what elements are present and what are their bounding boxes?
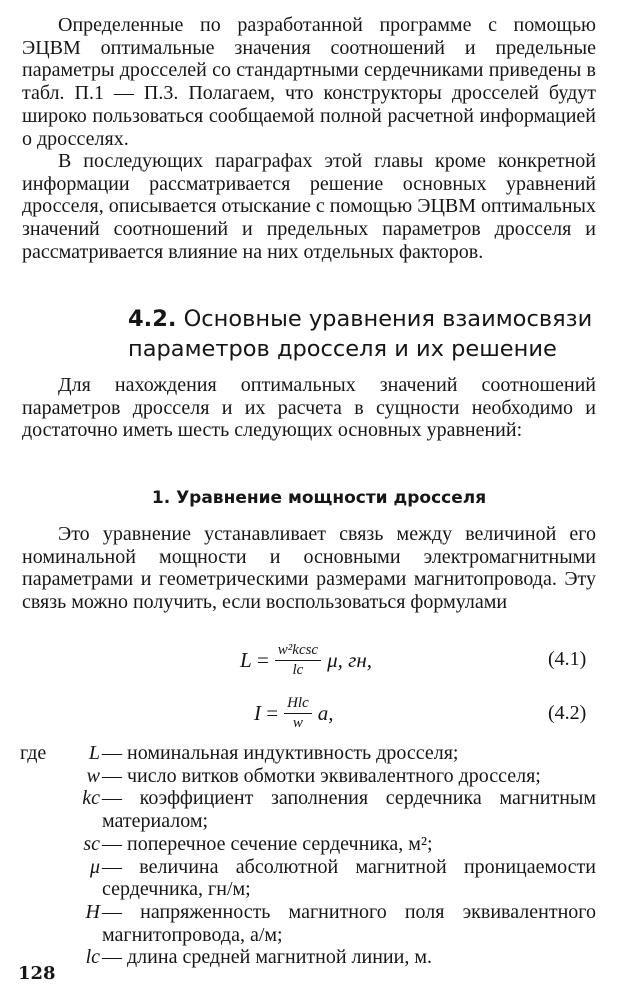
definition-text: — номинальная индуктивность дросселя; bbox=[102, 742, 459, 764]
definition-symbol: kc bbox=[82, 787, 100, 810]
definition-symbol: sc bbox=[83, 832, 100, 855]
fraction-denominator: w bbox=[292, 714, 303, 731]
definition-text: — величина абсолютной магнитной проницаемости сердечника, гн/м; bbox=[102, 855, 596, 901]
fraction bbox=[284, 695, 312, 732]
paragraph-overview: В последующих параграфах этой главы кроме конкретной информации рассматривается решение основных уравнений дросселя, описывается отыскание с помощью ЭЦВМ оптимальных значений соотношений и предельных параметров дросселя и рассматривается влияние на них отдельных факторов. bbox=[22, 150, 596, 263]
paragraph-intro-equations: Для нахождения оптимальных значений соотношений параметров дросселя и их расчета в сущности необходимо и достаточно иметь шесть следующих основных уравнений: bbox=[22, 374, 596, 442]
formula-lhs: I bbox=[254, 700, 261, 725]
definition-symbol: w bbox=[86, 764, 100, 787]
formula-inductance bbox=[240, 637, 372, 683]
definition-symbol: L bbox=[88, 742, 100, 764]
definition-text: — число витков обмотки эквивалентного дросселя; bbox=[102, 764, 541, 787]
section-title-line1: Основные уравнения взаимосвязи bbox=[183, 306, 593, 332]
paragraph-results: Определенные по разработанной программе с помощью ЭЦВМ оптимальные значения соотношений и предельные параметры дросселей со стандартными сердечниками приведены в табл. П.1 — П.3. Полагаем, что конструкторы дросселей будут широко пользоваться сообщаемой полной расчетной информацией о дросселях. bbox=[22, 14, 596, 150]
section-number: 4.2. bbox=[128, 306, 177, 332]
definition-intro: где bbox=[20, 742, 47, 764]
definition-symbol: H bbox=[85, 900, 100, 923]
page-number: 128 bbox=[18, 963, 56, 984]
fraction-denominator: lc bbox=[292, 661, 304, 678]
definition-text: — напряженность магнитного поля эквивалентного магнитопровода, а/м; bbox=[102, 900, 596, 946]
equals-sign: = bbox=[261, 700, 279, 725]
definition-symbol: μ bbox=[89, 855, 100, 878]
equation-number: (4.2) bbox=[548, 702, 587, 724]
definition-text: — длина средней магнитной линии, м. bbox=[102, 946, 432, 969]
definition-text: — коэффициент заполнения сердечника магнитным материалом; bbox=[102, 787, 596, 833]
equals-sign: = bbox=[251, 647, 269, 672]
definition-text: — поперечное сечение сердечника, м²; bbox=[102, 832, 433, 855]
formula-lhs: L bbox=[240, 647, 252, 672]
formula-current bbox=[254, 690, 334, 736]
paragraph-power-equation: Это уравнение устанавливает связь между величиной его номинальной мощности и основными электромагнитными параметрами и геометрическими размерами магнитопровода. Эту связь можно получить, если воспользоваться формулами bbox=[22, 523, 596, 614]
fraction bbox=[275, 642, 321, 679]
formula-tail: a, bbox=[317, 700, 334, 725]
subsection-heading: 1. Уравнение мощности дросселя bbox=[151, 488, 487, 508]
fraction-numerator: w²kcsc bbox=[275, 642, 321, 661]
definition-symbol: lc bbox=[85, 946, 100, 969]
section-title-line2: параметров дросселя и их решение bbox=[128, 336, 557, 362]
equation-number: (4.1) bbox=[548, 648, 587, 670]
fraction-numerator: Hlc bbox=[284, 695, 312, 714]
formula-tail: μ, гн, bbox=[327, 647, 372, 672]
section-heading bbox=[128, 304, 608, 364]
